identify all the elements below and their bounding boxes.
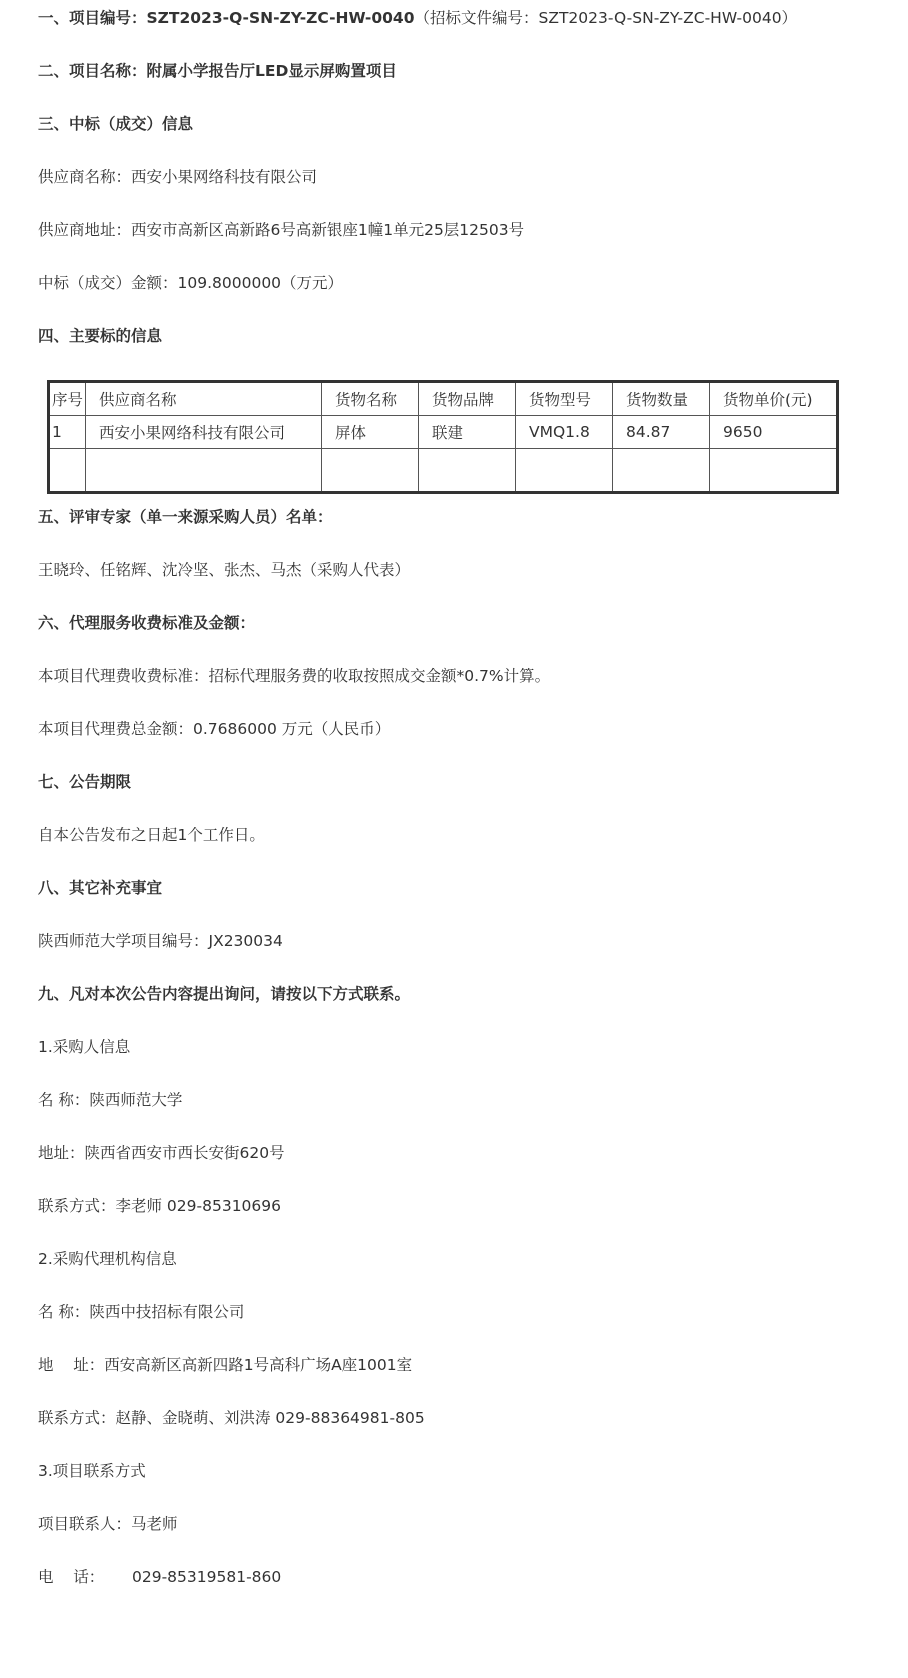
phone-number: 029-85319581-860	[132, 1568, 282, 1586]
purchaser-heading: 1.采购人信息	[38, 1038, 131, 1056]
section-7-title: 七、公告期限	[38, 773, 132, 791]
fee-standard: 本项目代理费收费标准：招标代理服务费的收取按照成交金额*0.7%计算。	[38, 667, 551, 685]
university-project-number: 陕西师范大学项目编号：JX230034	[38, 932, 283, 950]
section-6-title: 六、代理服务收费标准及金额：	[38, 614, 256, 632]
cell-brand: 联建	[419, 416, 516, 449]
agency-heading: 2.采购代理机构信息	[38, 1250, 177, 1268]
announcement-period: 自本公告发布之日起1个工作日。	[38, 826, 265, 844]
agency-name: 名 称：陕西中技招标有限公司	[38, 1303, 245, 1321]
header-model: 货物型号	[516, 382, 613, 416]
project-contact-person: 项目联系人：马老师	[38, 1515, 178, 1533]
cell-index: 1	[49, 416, 86, 449]
project-name-line	[38, 61, 397, 81]
supplier-address: 供应商地址：西安市高新区高新路6号高新银座1幢1单元25层12503号	[38, 221, 525, 239]
cell-goods-name: 屏体	[322, 416, 419, 449]
section-4-title: 四、主要标的信息	[38, 327, 163, 345]
section-3-title: 三、中标（成交）信息	[38, 115, 194, 133]
phone-label: 电 话：	[38, 1568, 105, 1586]
agency-address: 地 址：西安高新区高新四路1号高科广场A座1001室	[38, 1356, 413, 1374]
supplier-name: 供应商名称：西安小果网络科技有限公司	[38, 168, 318, 186]
section-8-title: 八、其它补充事宜	[38, 879, 163, 897]
award-amount: 中标（成交）金额：109.8000000（万元）	[38, 274, 344, 292]
project-number-line	[38, 8, 797, 28]
header-supplier: 供应商名称	[86, 382, 322, 416]
expert-names: 王晓玲、任铭辉、沈冷坚、张杰、马杰（采购人代表）	[38, 561, 411, 579]
fee-total: 本项目代理费总金额：0.7686000 万元（人民币）	[38, 720, 391, 738]
cell-unit-price: 9650	[710, 416, 838, 449]
cell-quantity: 84.87	[613, 416, 710, 449]
project-number-label: 一、项目编号：	[38, 9, 147, 27]
cell-supplier: 西安小果网络科技有限公司	[86, 416, 322, 449]
project-name-value: 附属小学报告厅LED显示屏购置项目	[146, 62, 397, 80]
header-quantity: 货物数量	[613, 382, 710, 416]
section-5-title: 五、评审专家（单一来源采购人员）名单：	[38, 508, 333, 526]
purchaser-address: 地址：陕西省西安市西长安街620号	[38, 1144, 285, 1162]
project-number-value: SZT2023-Q-SN-ZY-ZC-HW-0040	[146, 9, 415, 27]
tender-doc-number: （招标文件编号：SZT2023-Q-SN-ZY-ZC-HW-0040）	[414, 9, 798, 27]
agency-contact: 联系方式：赵静、金晓萌、刘洪涛 029-88364981-805	[38, 1409, 425, 1427]
header-unit-price: 货物单价(元)	[710, 382, 838, 416]
project-name-label: 二、项目名称：	[38, 62, 147, 80]
header-index: 序号	[49, 382, 86, 416]
header-goods-name: 货物名称	[322, 382, 419, 416]
purchaser-name: 名 称：陕西师范大学	[38, 1091, 183, 1109]
table-empty-row	[49, 449, 838, 493]
purchaser-contact: 联系方式：李老师 029-85310696	[38, 1197, 281, 1215]
section-9-title: 九、凡对本次公告内容提出询问，请按以下方式联系。	[38, 985, 411, 1003]
subject-info-table	[47, 380, 839, 494]
cell-model: VMQ1.8	[516, 416, 613, 449]
table-header-row	[49, 382, 838, 416]
project-contact-heading: 3.项目联系方式	[38, 1462, 146, 1480]
header-brand: 货物品牌	[419, 382, 516, 416]
table-row	[49, 416, 838, 449]
project-phone-line	[38, 1567, 281, 1587]
